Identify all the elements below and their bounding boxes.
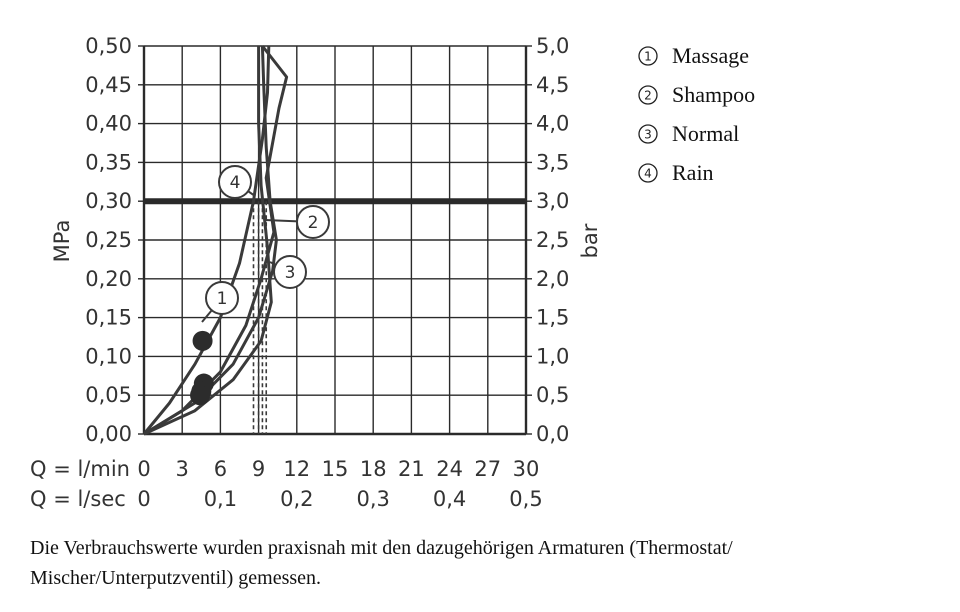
x-tick-min: 18 xyxy=(359,457,387,481)
measurement-caption: Die Verbrauchswerte wurden praxisnah mit den dazugehörigen Armaturen (Thermostat/ Mischer/Unterputzventil) gemessen. xyxy=(30,537,733,589)
y-tick-left: 0,05 xyxy=(85,383,132,408)
x-tick-min: 9 xyxy=(251,457,266,481)
x-tick-min: 12 xyxy=(283,457,311,481)
x-tick-min: 15 xyxy=(321,457,349,481)
x-tick-sec: 0,1 xyxy=(203,487,238,511)
x-tick-sec: 0,4 xyxy=(432,487,467,511)
y-tick-left: 0,15 xyxy=(85,305,132,330)
y-tick-left: 0,20 xyxy=(85,266,132,291)
y-tick-left: 0,50 xyxy=(85,34,132,58)
y-tick-left: 0,30 xyxy=(85,189,132,214)
callout-number: 4 xyxy=(229,173,241,193)
callout-number: 2 xyxy=(307,213,319,233)
y-tick-right: 4,0 xyxy=(536,111,570,136)
legend-number: 2 xyxy=(644,88,652,103)
x-tick-sec: 0,5 xyxy=(509,487,543,511)
legend-number: 1 xyxy=(644,49,652,64)
x-tick-min: 0 xyxy=(137,457,151,481)
y-tick-right: 2,0 xyxy=(536,266,570,291)
y-axis-label-right: bar xyxy=(578,223,602,259)
legend-label-normal: Normal xyxy=(672,121,740,146)
callout-number: 3 xyxy=(284,263,296,283)
y-tick-left: 0,35 xyxy=(85,150,132,175)
x-tick-min: 27 xyxy=(474,457,502,481)
x-tick-sec: 0,3 xyxy=(356,487,390,511)
y-tick-left: 0,45 xyxy=(85,72,132,97)
y-tick-right: 0,5 xyxy=(536,383,570,408)
legend-label-massage: Massage xyxy=(672,43,749,68)
series-marker-rain xyxy=(190,385,210,405)
y-axis-label-left: MPa xyxy=(50,219,74,263)
x-tick-sec: 0,2 xyxy=(280,487,314,511)
x-tick-min: 3 xyxy=(175,457,189,481)
x-axis-prefix-sec: Q = l/sec xyxy=(30,487,126,511)
x-tick-min: 24 xyxy=(436,457,463,481)
y-tick-right: 3,5 xyxy=(536,150,570,175)
series-marker-massage xyxy=(193,331,213,351)
x-tick-min: 21 xyxy=(398,457,425,481)
x-tick-min: 6 xyxy=(213,457,228,481)
callout-number: 1 xyxy=(216,289,228,309)
legend-label-shampoo: Shampoo xyxy=(672,82,756,107)
y-tick-left: 0,00 xyxy=(85,422,132,446)
legend-number: 3 xyxy=(644,127,652,142)
y-tick-right: 2,5 xyxy=(536,228,570,252)
x-tick-sec: 0 xyxy=(137,487,151,511)
legend-number: 4 xyxy=(644,166,652,181)
legend-label-rain: Rain xyxy=(672,160,714,185)
x-axis-prefix-min: Q = l/min xyxy=(30,457,130,481)
x-tick-min: 30 xyxy=(512,457,540,481)
y-tick-right: 1,0 xyxy=(536,344,570,369)
y-tick-right: 4,5 xyxy=(536,72,570,97)
y-tick-left: 0,25 xyxy=(85,228,132,252)
y-tick-left: 0,10 xyxy=(85,344,132,369)
y-tick-right: 5,0 xyxy=(536,34,570,58)
y-tick-left: 0,40 xyxy=(85,111,132,136)
y-tick-right: 3,0 xyxy=(536,189,570,214)
y-tick-right: 1,5 xyxy=(536,305,570,330)
y-tick-right: 0,0 xyxy=(536,422,570,446)
